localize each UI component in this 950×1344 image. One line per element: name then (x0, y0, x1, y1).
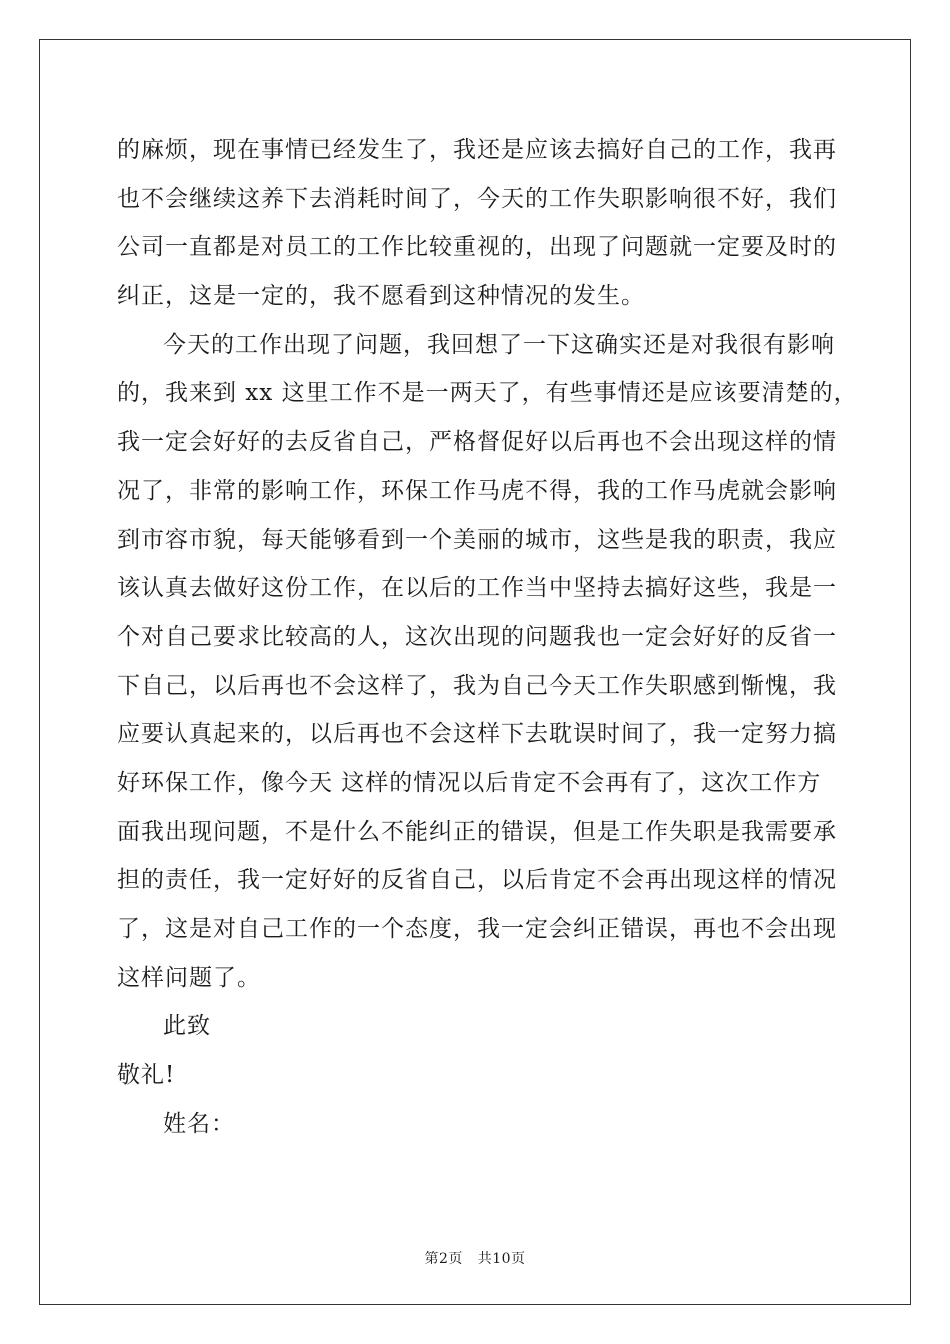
salutation: 敬礼! (117, 1062, 176, 1089)
text-line: 好环保工作，像今天 这样的情况以后肯定不会再有了，这次工作方 (117, 769, 822, 796)
document-body (117, 126, 858, 1148)
text-line: 应要认真起来的，以后再也不会这样下去耽误时间了，我一定努力搞 (117, 721, 837, 748)
text-line: 到市容市貌，每天能够看到一个美丽的城市，这些是我的职责，我应 (117, 526, 837, 553)
text-line: 该认真去做好这份工作，在以后的工作当中坚持去搞好这些，我是一 (117, 575, 837, 602)
text-line: 个对自己要求比较高的人，这次出现的问题我也一定会好好的反省一 (117, 623, 837, 650)
text-line: 这样问题了。 (117, 964, 261, 991)
text-line: 面我出现问题，不是什么不能纠正的错误，但是工作失职是我需要承 (117, 818, 837, 845)
page-number-footer: 第2页 共10页 (424, 1251, 526, 1267)
signature-name-label: 姓名： (163, 1110, 235, 1137)
text-line: 我一定会好好的去反省自己，严格督促好以后再也不会出现这样的情 (117, 429, 837, 456)
text-line: 纠正，这是一定的，我不愿看到这种情况的发生。 (117, 283, 645, 310)
text-line: 担的责任，我一定好好的反省自己，以后肯定不会再出现这样的情况 (117, 867, 837, 894)
paragraph-start-line: 今天的工作出现了问题，我回想了一下这确实还是对我很有影响 (163, 331, 835, 358)
closing-phrase: 此致 (163, 1013, 211, 1040)
text-line: 的麻烦，现在事情已经发生了，我还是应该去搞好自己的工作，我再 (117, 137, 837, 163)
text-line: 况了，非常的影响工作，环保工作马虎不得，我的工作马虎就会影响 (117, 477, 837, 504)
text-line: 公司一直都是对员工的工作比较重视的，出现了问题就一定要及时的 (117, 234, 837, 261)
text-line: 下自己，以后再也不会这样了，我为自己今天工作失职感到惭愧，我 (117, 672, 837, 699)
text-line: 了，这是对自己工作的一个态度，我一定会纠正错误，再也不会出现 (117, 916, 837, 942)
text-line: 的，我来到 xx 这里工作不是一两天了，有些事情还是应该要清楚的， (117, 380, 858, 407)
text-line: 也不会继续这养下去消耗时间了，今天的工作失职影响很不好，我们 (117, 185, 837, 212)
